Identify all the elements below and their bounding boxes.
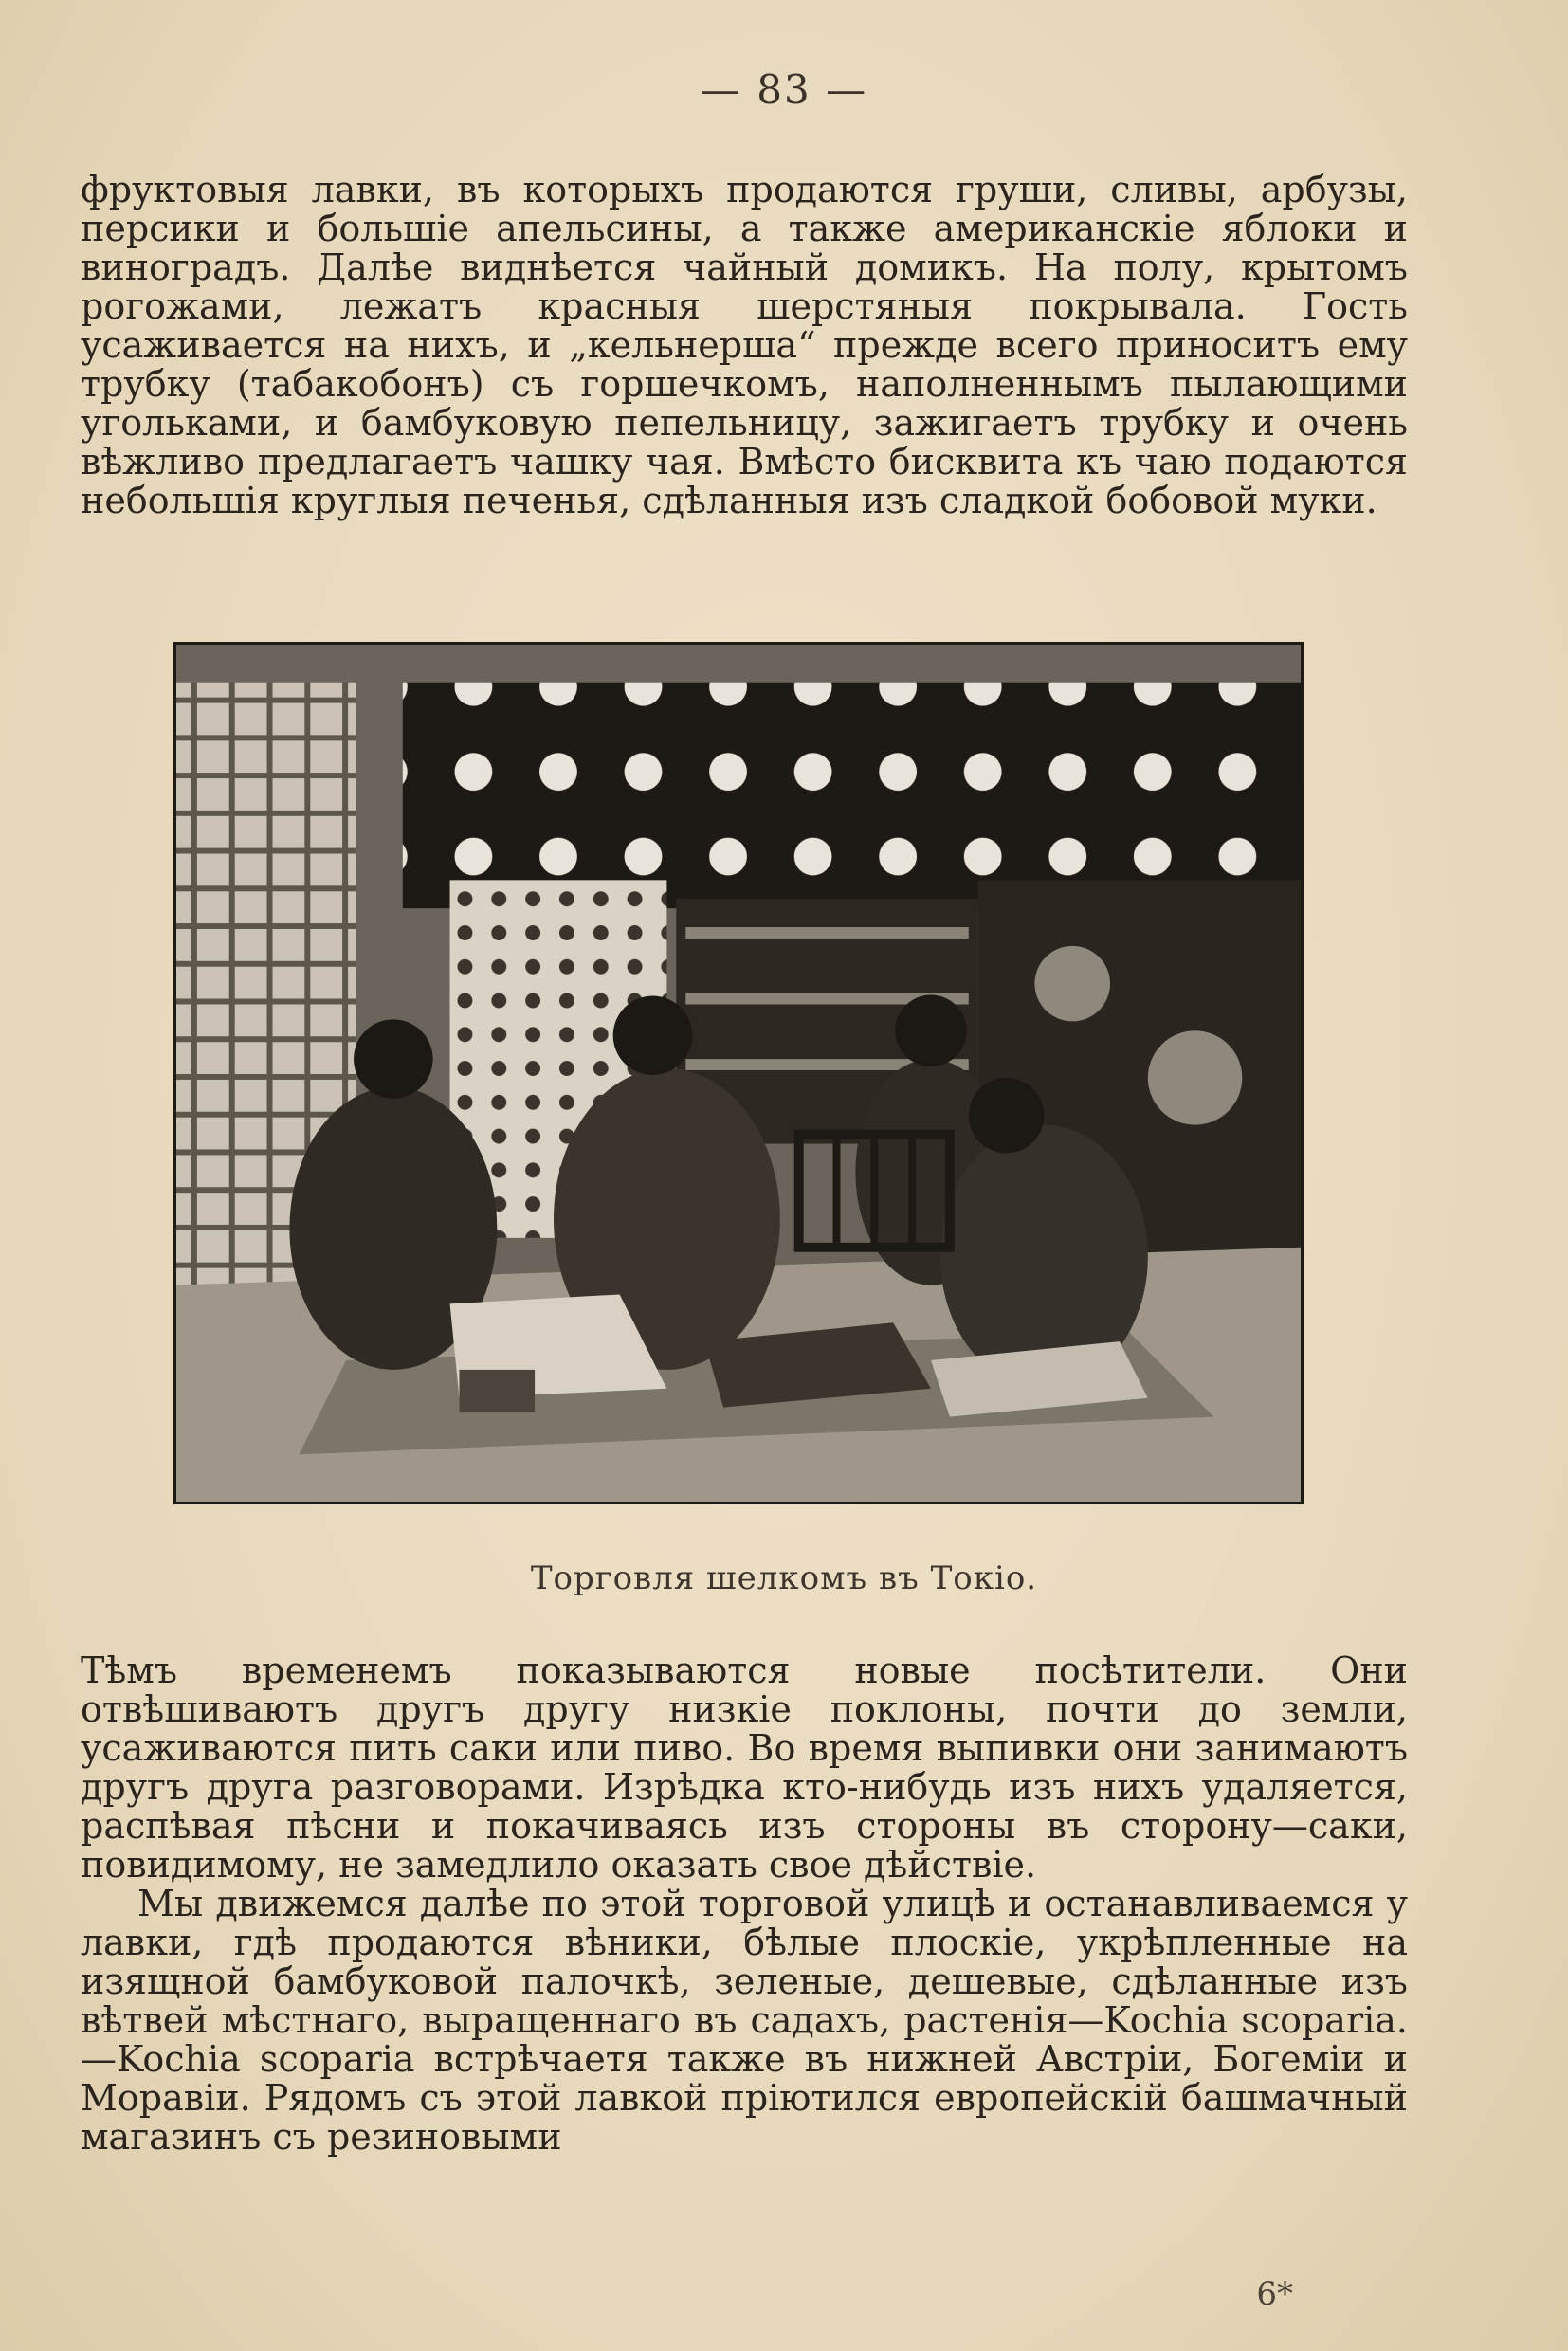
photo-silk-trade-tokyo (173, 642, 1304, 1504)
figure-caption: Торговля шелкомъ въ Токіо. (530, 1559, 1038, 1597)
signature-mark: 6* (1256, 2275, 1293, 2313)
bottom-paragraphs-block (81, 1651, 1408, 2157)
silk-shop-photo (176, 645, 1301, 1502)
paragraph: Мы движемся далѣе по этой торговой улицѣ и останавливаемся у лавки, гдѣ продаются вѣники, бѣлые плоскіе, укрѣпленные на изящной бамбуковой палочкѣ, зеленые, дешевые, сдѣланные изъ вѣтвей мѣстнаго, выращеннаго въ садахъ, растенія—Kochia scoparia.—Kochia scoparia встрѣчаетя также въ нижней Австріи, Богеміи и Моравіи. Рядомъ съ этой лавкой пріютился европейскій башмачный магазинъ съ резиновыми (81, 1883, 1408, 2158)
page-number: — 83 — (700, 66, 868, 113)
paragraph: фруктовыя лавки, въ которыхъ продаются груши, сливы, арбузы, персики и большіе апельсины, а также американскіе яблоки и виноградъ. Далѣе виднѣется чайный домикъ. На полу, крытомъ рогожами, лежатъ красныя шерстяныя покрывала. Гость усаживается на нихъ, и „кельнерша“ прежде всего приноситъ ему трубку (табакобонъ) съ горшечкомъ, наполненнымъ пылающими угольками, и бамбуковую пепельницу, зажигаетъ трубку и очень вѣжливо предлагаетъ чашку чая. Вмѣсто бисквита къ чаю подаются небольшія круглыя печенья, сдѣланныя изъ сладкой бобовой муки. (81, 169, 1408, 521)
top-paragraph-block (81, 171, 1408, 520)
paragraph: Тѣмъ временемъ показываются новые посѣтители. Они отвѣшиваютъ другъ другу низкіе поклоны, почти до земли, усаживаются пить саки или пиво. Во время выпивки они занимаютъ другъ друга разговорами. Изрѣдка кто-нибудь изъ нихъ удаляется, распѣвая пѣсни и покачиваясь изъ стороны въ сторону—саки, повидимому, не замедлило оказать свое дѣйствіе. (81, 1649, 1408, 1886)
